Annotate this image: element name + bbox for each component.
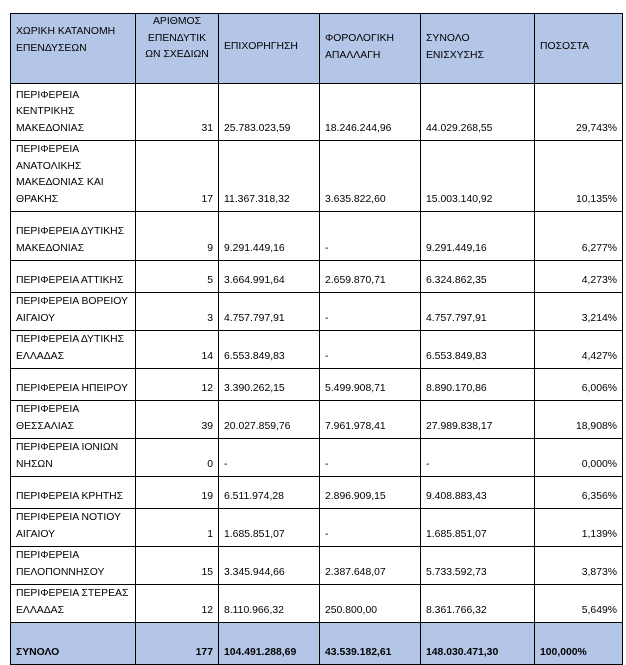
count-cell: 17 xyxy=(136,141,219,212)
total-cell: 6.324.862,35 xyxy=(421,261,535,293)
tax-cell: - xyxy=(320,331,421,369)
total-cell: 5.733.592,73 xyxy=(421,547,535,585)
tax-cell: - xyxy=(320,212,421,261)
totals-grant: 104.491.288,69 xyxy=(219,623,320,665)
region-cell: ΠΕΡΙΦΕΡΕΙΑ ΑΝΑΤΟΛΙΚΗΣ ΜΑΚΕΔΟΝΙΑΣ ΚΑΙ ΘΡΑΚΗΣ xyxy=(11,141,136,212)
region-cell: ΠΕΡΙΦΕΡΕΙΑ ΚΕΝΤΡΙΚΗΣ ΜΑΚΕΔΟΝΙΑΣ xyxy=(11,84,136,141)
totals-row xyxy=(11,623,623,665)
header-region: ΧΩΡΙΚΗ ΚΑΤΑΝΟΜΗ ΕΠΕΝΔΥΣΕΩΝ xyxy=(11,14,136,84)
tax-cell: 7.961.978,41 xyxy=(320,401,421,439)
totals-label: ΣΥΝΟΛΟ xyxy=(11,623,136,665)
tax-cell: 18.246.244,96 xyxy=(320,84,421,141)
totals-count: 177 xyxy=(136,623,219,665)
total-cell: 27.989.838,17 xyxy=(421,401,535,439)
count-cell: 15 xyxy=(136,547,219,585)
grant-cell: 3.345.944,66 xyxy=(219,547,320,585)
count-cell: 0 xyxy=(136,439,219,477)
totals-tax: 43.539.182,61 xyxy=(320,623,421,665)
totals-pct: 100,000% xyxy=(535,623,623,665)
grant-cell: 3.664.991,64 xyxy=(219,261,320,293)
investment-distribution-table xyxy=(10,13,623,665)
pct-cell: 3,873% xyxy=(535,547,623,585)
pct-cell: 6,006% xyxy=(535,369,623,401)
pct-cell: 4,273% xyxy=(535,261,623,293)
pct-cell: 6,356% xyxy=(535,477,623,509)
header-project-count: ΑΡΙΘΜΟΣ ΕΠΕΝΔΥΤΙΚ ΩΝ ΣΧΕΔΙΩΝ xyxy=(136,14,219,84)
region-cell: ΠΕΡΙΦΕΡΕΙΑ ΣΤΕΡΕΑΣ ΕΛΛΑΔΑΣ xyxy=(11,585,136,623)
tax-cell: 2.659.870,71 xyxy=(320,261,421,293)
table-row xyxy=(11,261,623,293)
header-tax-exemption: ΦΟΡΟΛΟΓΙΚΗ ΑΠΑΛΛΑΓΗ xyxy=(320,14,421,84)
grant-cell: 8.110.966,32 xyxy=(219,585,320,623)
grant-cell: 6.553.849,83 xyxy=(219,331,320,369)
grant-cell: - xyxy=(219,439,320,477)
grant-cell: 1.685.851,07 xyxy=(219,509,320,547)
count-cell: 12 xyxy=(136,369,219,401)
region-cell: ΠΕΡΙΦΕΡΕΙΑ ΘΕΣΣΑΛΙΑΣ xyxy=(11,401,136,439)
tax-cell: 250.800,00 xyxy=(320,585,421,623)
grant-cell: 20.027.859,76 xyxy=(219,401,320,439)
pct-cell: 3,214% xyxy=(535,293,623,331)
table-header xyxy=(11,14,623,84)
count-cell: 39 xyxy=(136,401,219,439)
total-cell: 8.890.170,86 xyxy=(421,369,535,401)
region-cell: ΠΕΡΙΦΕΡΕΙΑ ΝΟΤΙΟΥ ΑΙΓΑΙΟΥ xyxy=(11,509,136,547)
tax-cell: - xyxy=(320,439,421,477)
grant-cell: 11.367.318,32 xyxy=(219,141,320,212)
table-footer xyxy=(11,623,623,665)
count-cell: 9 xyxy=(136,212,219,261)
tax-cell: 5.499.908,71 xyxy=(320,369,421,401)
table-row xyxy=(11,477,623,509)
table-row xyxy=(11,585,623,623)
table-row xyxy=(11,212,623,261)
count-cell: 5 xyxy=(136,261,219,293)
total-cell: 8.361.766,32 xyxy=(421,585,535,623)
grant-cell: 4.757.797,91 xyxy=(219,293,320,331)
table-row xyxy=(11,331,623,369)
table-body xyxy=(11,84,623,623)
pct-cell: 0,000% xyxy=(535,439,623,477)
total-cell: 4.757.797,91 xyxy=(421,293,535,331)
table-row xyxy=(11,84,623,141)
count-cell: 19 xyxy=(136,477,219,509)
header-row xyxy=(11,14,623,84)
pct-cell: 4,427% xyxy=(535,331,623,369)
tax-cell: 2.387.648,07 xyxy=(320,547,421,585)
count-cell: 14 xyxy=(136,331,219,369)
grant-cell: 3.390.262,15 xyxy=(219,369,320,401)
region-cell: ΠΕΡΙΦΕΡΕΙΑ ΙΟΝΙΩΝ ΝΗΣΩΝ xyxy=(11,439,136,477)
totals-total: 148.030.471,30 xyxy=(421,623,535,665)
table-row xyxy=(11,401,623,439)
pct-cell: 10,135% xyxy=(535,141,623,212)
total-cell: 9.408.883,43 xyxy=(421,477,535,509)
table-row xyxy=(11,439,623,477)
tax-cell: - xyxy=(320,293,421,331)
region-cell: ΠΕΡΙΦΕΡΕΙΑ ΚΡΗΤΗΣ xyxy=(11,477,136,509)
table-row xyxy=(11,547,623,585)
header-percentage: ΠΟΣΟΣΤΑ xyxy=(535,14,623,84)
region-cell: ΠΕΡΙΦΕΡΕΙΑ ΔΥΤΙΚΗΣ ΕΛΛΑΔΑΣ xyxy=(11,331,136,369)
total-cell: 9.291.449,16 xyxy=(421,212,535,261)
total-cell: 15.003.140,92 xyxy=(421,141,535,212)
grant-cell: 9.291.449,16 xyxy=(219,212,320,261)
pct-cell: 1,139% xyxy=(535,509,623,547)
header-total-aid: ΣΥΝΟΛΟ ΕΝΙΣΧΥΣΗΣ xyxy=(421,14,535,84)
region-cell: ΠΕΡΙΦΕΡΕΙΑ ΗΠΕΙΡΟΥ xyxy=(11,369,136,401)
total-cell: 1.685.851,07 xyxy=(421,509,535,547)
count-cell: 1 xyxy=(136,509,219,547)
table-row xyxy=(11,141,623,212)
count-cell: 3 xyxy=(136,293,219,331)
region-cell: ΠΕΡΙΦΕΡΕΙΑ ΒΟΡΕΙΟΥ ΑΙΓΑΙΟΥ xyxy=(11,293,136,331)
pct-cell: 29,743% xyxy=(535,84,623,141)
grant-cell: 6.511.974,28 xyxy=(219,477,320,509)
count-cell: 31 xyxy=(136,84,219,141)
count-cell: 12 xyxy=(136,585,219,623)
tax-cell: 2.896.909,15 xyxy=(320,477,421,509)
pct-cell: 18,908% xyxy=(535,401,623,439)
total-cell: - xyxy=(421,439,535,477)
region-cell: ΠΕΡΙΦΕΡΕΙΑ ΠΕΛΟΠΟΝΝΗΣΟΥ xyxy=(11,547,136,585)
table-row xyxy=(11,509,623,547)
pct-cell: 6,277% xyxy=(535,212,623,261)
tax-cell: - xyxy=(320,509,421,547)
region-cell: ΠΕΡΙΦΕΡΕΙΑ ΑΤΤΙΚΗΣ xyxy=(11,261,136,293)
table-row xyxy=(11,369,623,401)
grant-cell: 25.783.023,59 xyxy=(219,84,320,141)
table-row xyxy=(11,293,623,331)
region-cell: ΠΕΡΙΦΕΡΕΙΑ ΔΥΤΙΚΗΣ ΜΑΚΕΔΟΝΙΑΣ xyxy=(11,212,136,261)
tax-cell: 3.635.822,60 xyxy=(320,141,421,212)
pct-cell: 5,649% xyxy=(535,585,623,623)
total-cell: 44.029.268,55 xyxy=(421,84,535,141)
header-grant: ΕΠΙΧΟΡΗΓΗΣΗ xyxy=(219,14,320,84)
total-cell: 6.553.849,83 xyxy=(421,331,535,369)
